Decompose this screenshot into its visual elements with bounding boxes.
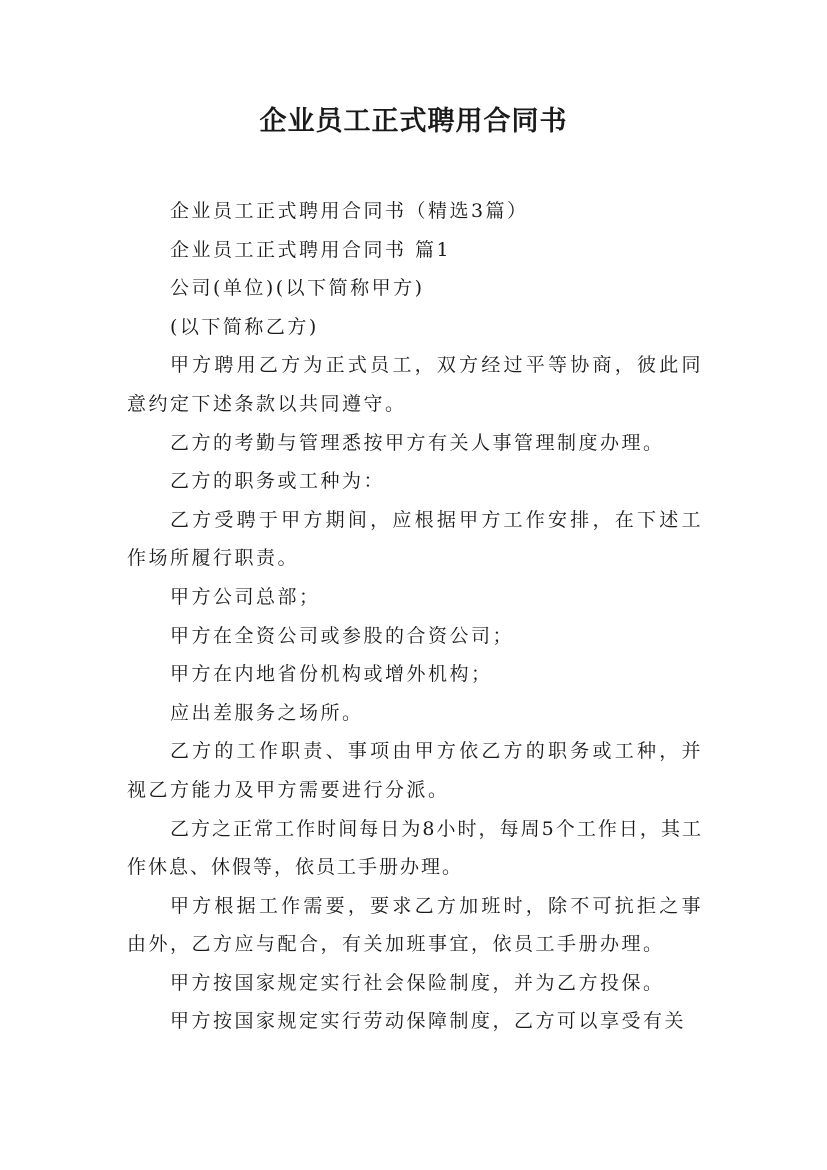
paragraph-attendance: 乙方的考勤与管理悉按甲方有关人事管理制度办理。	[169, 431, 665, 454]
paragraph-duties: 乙方的工作职责、事项由甲方依乙方的职务或工种，并视乙方能力及甲方需要进行分派。	[127, 740, 703, 801]
paragraph-overtime: 甲方根据工作需要，要求乙方加班时，除不可抗拒之事由外，乙方应与配合，有关加班事宜，依员工手册办理。	[127, 894, 703, 956]
paragraph-agreement: 甲方聘用乙方为正式员工，双方经过平等协商，彼此同意约定下述条款以共同遵守。	[127, 354, 703, 415]
paragraph-subsidiary: 甲方在全资公司或参股的合资公司；	[169, 624, 514, 647]
paragraph-social-insurance: 甲方按国家规定实行社会保险制度，并为乙方投保。	[169, 971, 665, 994]
paragraph-workplace: 乙方受聘于甲方期间，应根据甲方工作安排，在下述工作场所履行职责。	[127, 508, 703, 570]
paragraph-business-trip: 应出差服务之场所。	[169, 701, 364, 724]
paragraph-party-a: 公司(单位)(以下简称甲方)	[169, 277, 425, 300]
paragraph-section-heading: 企业员工正式聘用合同书 篇1	[169, 238, 452, 261]
document-title: 企业员工正式聘用合同书	[259, 106, 568, 137]
paragraph-headquarters: 甲方公司总部；	[169, 585, 321, 608]
paragraph-labor-protection: 甲方按国家规定实行劳动保障制度，乙方可以享受有关	[169, 1010, 686, 1033]
document-body	[127, 192, 703, 1041]
paragraph-working-hours: 乙方之正常工作时间每日为8小时，每周5个工作日，其工作休息、休假等，依员工手册办理。	[127, 817, 703, 879]
paragraph-position: 乙方的职务或工种为：	[169, 470, 385, 493]
paragraph-provincial: 甲方在内地省份机构或增外机构；	[169, 663, 493, 686]
paragraph-subtitle: 企业员工正式聘用合同书（精选3篇）	[169, 200, 529, 222]
paragraph-party-b: (以下简称乙方)	[169, 315, 319, 338]
